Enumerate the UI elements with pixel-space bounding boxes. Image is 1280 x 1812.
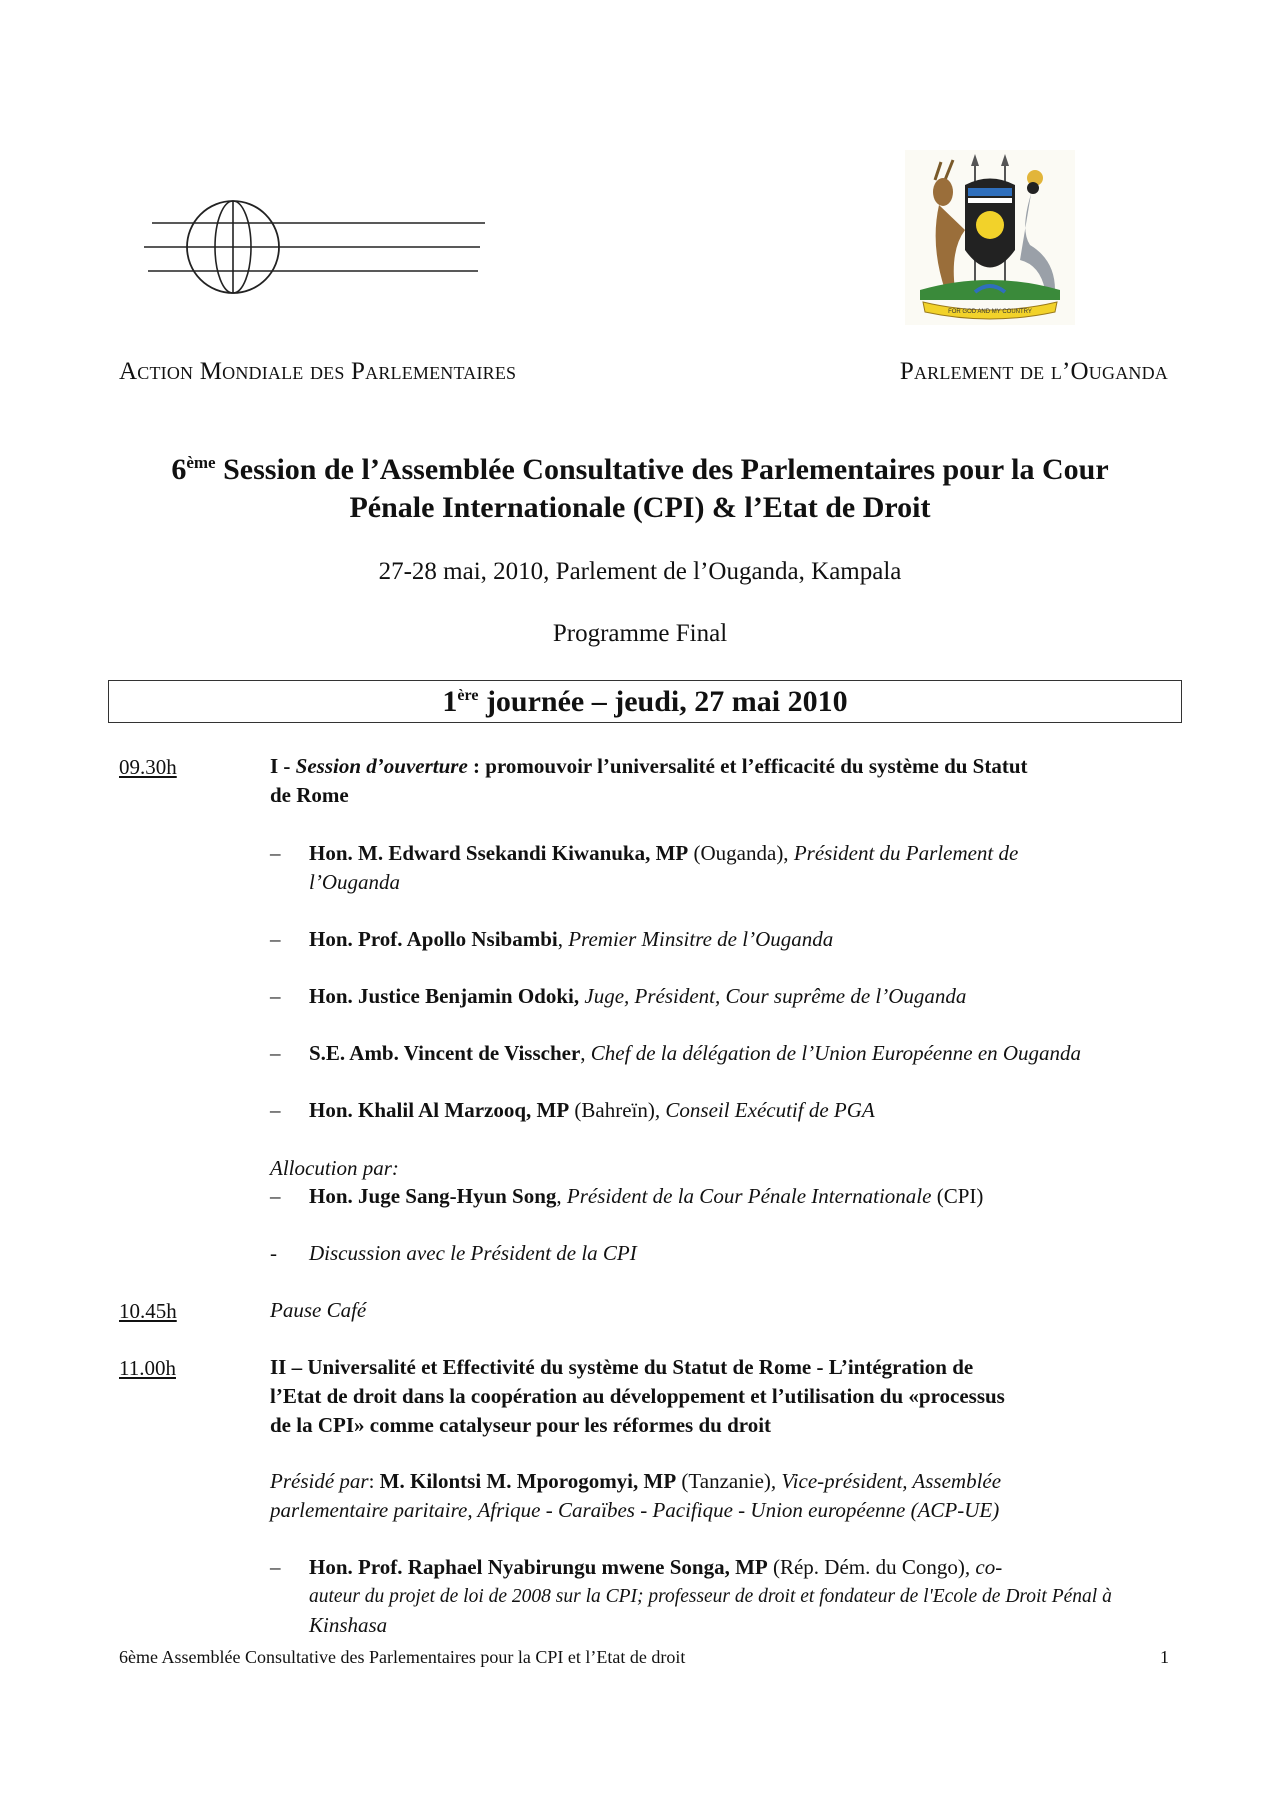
- allocution-label: Allocution par:: [270, 1156, 399, 1180]
- session-title: I - Session d’ouverture : promouvoir l’universalité et l’efficacité du système du Statut de Rome: [270, 754, 1028, 807]
- left-org-name: Action Mondiale des Parlementaires: [119, 358, 517, 385]
- uganda-coat-of-arms: [905, 150, 1075, 325]
- event-dates: 27-28 mai, 2010, Parlement de l’Ouganda, Kampala: [378, 558, 902, 585]
- session-chair: Présidé par: M. Kilontsi M. Mporogomyi, MP (Tanzanie), Vice-président, Assemblée parlementaire paritaire, Afrique - Caraïbes - Pacifique - Union européenne (ACP-UE): [270, 1469, 1002, 1522]
- globe-lines-logo: [140, 195, 490, 295]
- title-line-1: 6ème Session de l’Assemblée Consultative des Parlementaires pour la Cour: [171, 453, 1109, 486]
- session-time: 11.00h: [119, 1356, 176, 1380]
- right-org-name: Parlement de l’Ouganda: [899, 358, 1168, 385]
- list-dash: –: [270, 841, 281, 865]
- list-dash: –: [270, 984, 281, 1008]
- break-label: Pause Café: [270, 1298, 367, 1322]
- break-time: 10.45h: [119, 1299, 177, 1323]
- list-dash: –: [270, 927, 281, 951]
- speaker-item: – Hon. M. Edward Ssekandi Kiwanuka, MP (Ouganda), Président du Parlement de l’Ouganda: [270, 841, 1019, 894]
- coat-of-arms-motto: FOR GOD AND MY COUNTRY: [948, 309, 1032, 315]
- list-dash: –: [270, 1098, 281, 1122]
- page-number: 1: [1160, 1647, 1169, 1667]
- list-dash: –: [270, 1184, 281, 1208]
- list-dash: -: [270, 1241, 277, 1265]
- page-footer: 6ème Assemblée Consultative des Parlementaires pour la CPI et l’Etat de droit: [119, 1647, 686, 1667]
- speaker-item: – Hon. Khalil Al Marzooq, MP (Bahreïn), Conseil Exécutif de PGA: [270, 1096, 1180, 1125]
- speaker-item: – Hon. Prof. Apollo Nsibambi, Premier Minsitre de l’Ouganda: [270, 925, 1180, 954]
- day-header: 1ère journée – jeudi, 27 mai 2010: [108, 680, 1182, 723]
- session-time: 09.30h: [119, 755, 177, 779]
- session-title: II – Universalité et Effectivité du système du Statut de Rome - L’intégration de l’Etat de droit dans la coopération au développement et l’utilisation du «processus de la CPI» comme catalyseur pour les réformes du droit: [270, 1355, 1005, 1437]
- speaker-item: – Hon. Juge Sang-Hyun Song, Président de la Cour Pénale Internationale (CPI): [270, 1182, 1180, 1211]
- speaker-item: – Hon. Prof. Raphael Nyabirungu mwene Songa, MP (Rép. Dém. du Congo), co- auteur du projet de loi de 2008 sur la CPI; professeur de droit et fondateur de l'Ecole de Droit Pénal à Kinshasa: [270, 1555, 1112, 1637]
- page-title: [0, 451, 1280, 527]
- speaker-item: – Hon. Justice Benjamin Odoki, Juge, Président, Cour suprême de l’Ouganda: [270, 982, 1180, 1011]
- programme-label: Programme Final: [552, 620, 728, 647]
- list-dash: –: [270, 1041, 281, 1065]
- title-line-2: Pénale Internationale (CPI) & l’Etat de Droit: [349, 491, 931, 524]
- list-dash: –: [270, 1555, 281, 1579]
- discussion-item: - Discussion avec le Président de la CPI: [270, 1239, 1180, 1268]
- speaker-item: – S.E. Amb. Vincent de Visscher, Chef de la délégation de l’Union Européenne en Ouganda: [270, 1039, 1180, 1068]
